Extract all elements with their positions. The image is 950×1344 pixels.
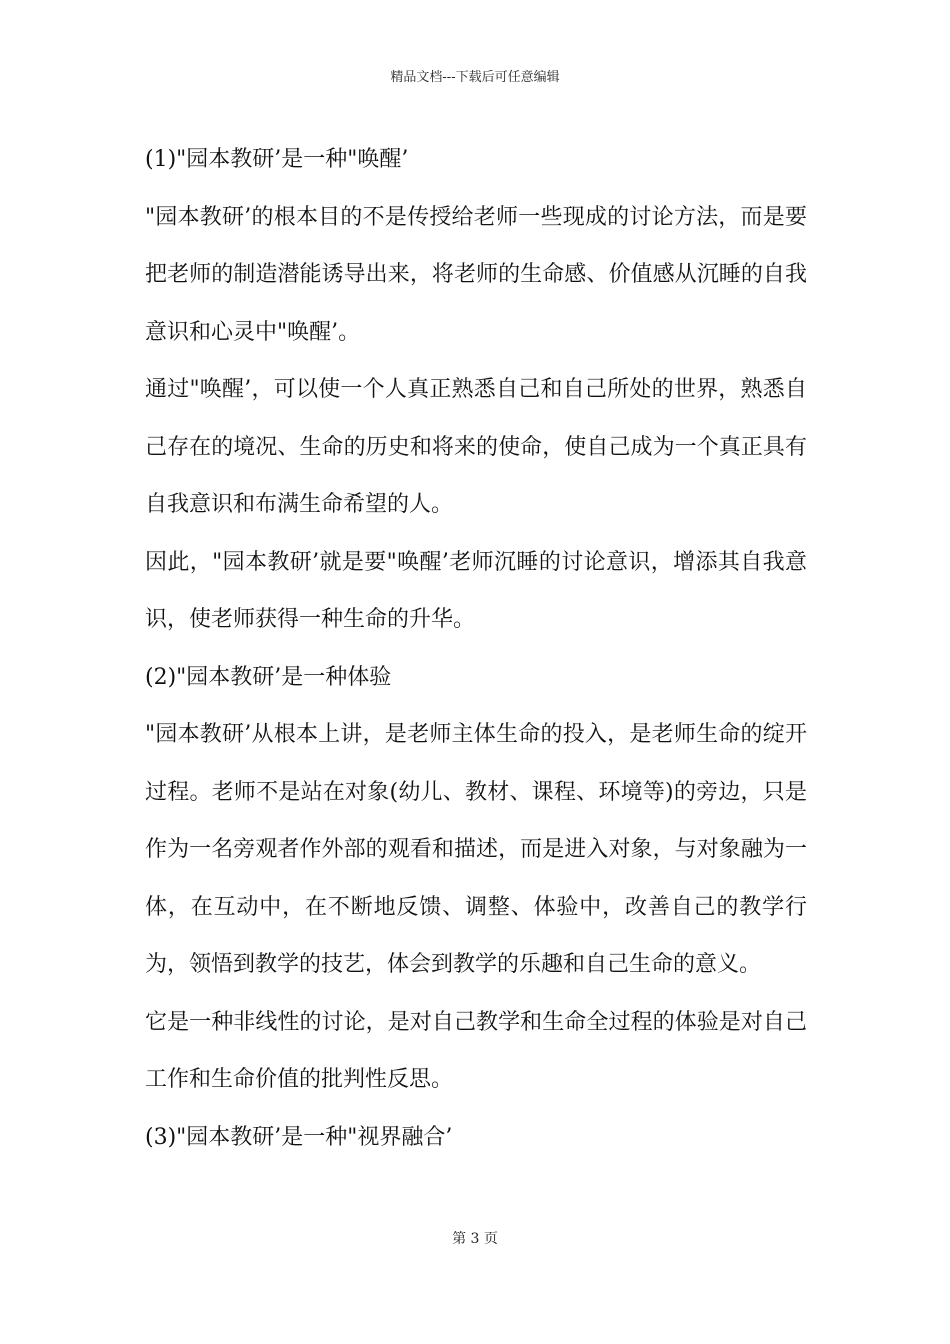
paragraph: 因此，"园本教研’就是要"唤醒’老师沉睡的讨论意识，增添其自我意识，使老师获得一种生命的升华。 [145, 549, 807, 632]
section-heading-2: (2)"园本教研’是一种体验 [145, 664, 392, 690]
document-body [145, 131, 807, 1166]
paragraph: 它是一种非线性的讨论，是对自己教学和生命全过程的体验是对自己工作和生命价值的批判性反思。 [145, 1009, 807, 1092]
paragraph: "园本教研’从根本上讲，是老师主体生命的投入，是老师生命的绽开过程。老师不是站在对象(幼儿、教材、课程、环境等)的旁边，只是作为一名旁观者作外部的观看和描述，而是进入对象，与对象融为一体，在互动中，在不断地反馈、调整、体验中，改善自己的教学行为，领悟到教学的技艺，体会到教学的乐趣和自己生命的意义。 [145, 722, 807, 977]
page-header: 精品文档---下载后可任意编辑 [390, 70, 560, 85]
paragraph: "园本教研’的根本目的不是传授给老师一些现成的讨论方法，而是要把老师的制造潜能诱导出来，将老师的生命感、价值感从沉睡的自我意识和心灵中"唤醒’。 [145, 204, 807, 345]
paragraph: 通过"唤醒’，可以使一个人真正熟悉自己和自己所处的世界，熟悉自己存在的境况、生命的历史和将来的使命，使自己成为一个真正具有自我意识和布满生命希望的人。 [145, 377, 807, 517]
page-number: 第 3 页 [452, 1231, 498, 1247]
section-heading-1: (1)"园本教研’是一种"唤醒’ [145, 147, 409, 172]
section-heading-3: (3)"园本教研’是一种"视界融合’ [145, 1124, 453, 1150]
